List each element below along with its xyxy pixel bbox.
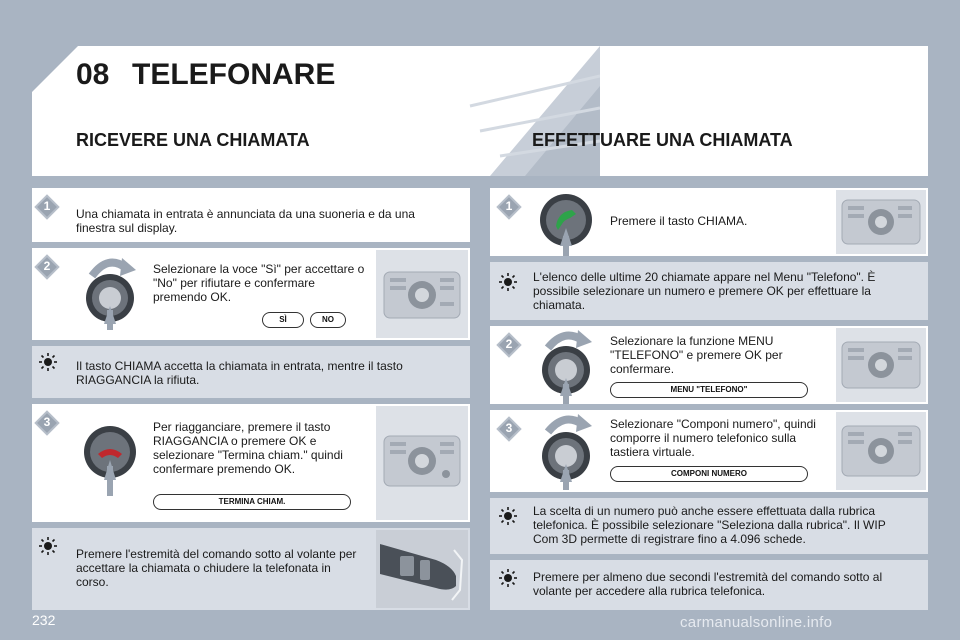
left-step1-text: Una chiamata in entrata è annunciata da una suoneria e da una finestra sul display. — [76, 207, 415, 235]
radio-unit-icon — [836, 328, 926, 402]
page-number: 232 — [32, 612, 56, 628]
rotary-knob-icon — [534, 326, 598, 404]
rotary-knob-icon — [534, 410, 598, 490]
step-badge: 3 — [496, 416, 522, 442]
left-tip2-text: Premere l'estremità del comando sotto al volante per accettare la chiamata o chiudere la telefonata in corso. — [76, 547, 357, 589]
no-button[interactable]: NO — [310, 312, 346, 328]
step-badge: 2 — [496, 332, 522, 358]
right-step2-text: Selezionare la funzione MENU "TELEFONO" e premere OK per confermare. — [610, 334, 783, 376]
step-badge: 2 — [34, 254, 60, 280]
steering-stalk-icon — [376, 530, 468, 608]
sun-tip-icon — [498, 568, 518, 588]
header-corner-fold — [32, 46, 78, 92]
sun-tip-icon — [498, 272, 518, 292]
componi-numero-button[interactable]: COMPONI NUMERO — [610, 466, 808, 482]
rotary-knob-icon — [78, 252, 142, 332]
radio-unit-icon — [376, 406, 468, 520]
right-step3-text: Selezionare "Componi numero", quindi comporre il numero telefonico sulla tastiera virtuale. — [610, 417, 816, 459]
sun-tip-icon — [38, 352, 58, 372]
right-tip2-text: La scelta di un numero può anche essere effettuata dalla rubrica telefonica. È possibile selezionare "Seleziona dalla rubrica". Il WIP Com 3D permette di registrare fino a 4.096 schede. — [533, 504, 886, 546]
radio-unit-icon — [836, 190, 926, 254]
step-badge: 1 — [496, 194, 522, 220]
left-step2-text: Selezionare la voce "Sì" per accettare o "No" per rifiutare e confermare premendo OK. — [153, 262, 365, 304]
left-step3-text: Per riagganciare, premere il tasto RIAGGANCIA o premere OK e selezionare "Termina chiam." quindi confermare premendo OK. — [153, 420, 343, 476]
left-tip1-text: Il tasto CHIAMA accetta la chiamata in entrata, mentre il tasto RIAGGANCIA la rifiuta. — [76, 359, 403, 387]
yes-button[interactable]: SÌ — [262, 312, 304, 328]
sun-tip-icon — [38, 536, 58, 556]
right-tip3-text: Premere per almeno due secondi l'estremità del comando sotto al volante per accedere alla rubrica telefonica. — [533, 570, 883, 598]
menu-telefono-button[interactable]: MENU "TELEFONO" — [610, 382, 808, 398]
radio-unit-icon — [836, 412, 926, 490]
watermark-text: carmanualsonline.info — [680, 614, 833, 631]
right-step1-text: Premere il tasto CHIAMA. — [610, 214, 748, 228]
call-button-icon — [536, 190, 596, 256]
step-badge: 3 — [34, 410, 60, 436]
step-badge: 1 — [34, 194, 60, 220]
right-tip1-text: L'elenco delle ultime 20 chiamate appare nel Menu "Telefono". È possibile selezionare un numero e premere OK per effettuare la chiamata. — [533, 270, 876, 312]
right-section-title: EFFETTUARE UNA CHIAMATA — [532, 130, 793, 150]
end-call-button[interactable]: TERMINA CHIAM. — [153, 494, 351, 510]
page-title: TELEFONARE — [132, 58, 336, 91]
header-road-graphic — [430, 46, 600, 176]
radio-unit-icon — [376, 250, 468, 338]
hang-up-button-icon — [80, 420, 140, 500]
sun-tip-icon — [498, 506, 518, 526]
chapter-number: 08 — [76, 58, 110, 91]
left-section-title: RICEVERE UNA CHIAMATA — [76, 130, 310, 150]
